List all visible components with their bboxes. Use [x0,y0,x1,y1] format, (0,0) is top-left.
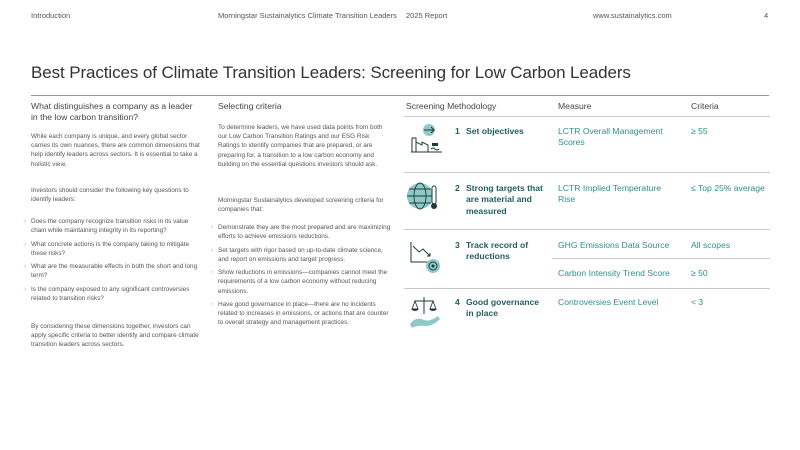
row2-measure: LCTR Implied Temperature Rise [558,183,662,205]
page-number: 4 [764,11,769,20]
list-item: › What concrete actions is the company taking to mitigate these risks? [24,240,204,258]
table-header-methodology: Screening Methodology [406,101,497,111]
row3-title: Track record of reductions [466,240,529,262]
factory-target-icon [409,122,445,158]
row1-title: Set objectives [466,126,524,136]
col1-para1: While each company is unique, and every global sector carries its own nuances, there are common dimensions that help identify leaders across sectors. It is essential to take a holistic view. [31,133,200,168]
col2-para1: To determine leaders, we have used data points from both our Low Carbon Transition Ratings and our ESG Risk Ratings to identify companies that are prepared, or are preparing for, a transition to a low carbon economy and building on the essential questions investors should ask. [218,124,383,168]
col1-para2: Investors should consider the following key questions to identify leaders: [31,187,189,204]
col2-heading: Selecting criteria [218,101,282,111]
col2-bullet-list [211,223,393,332]
header-website[interactable]: www.sustainalytics.com [593,11,672,20]
row3-number: 3 [455,240,460,250]
list-item: › What are the measurable effects in both the short and long term? [24,262,204,280]
row4-number: 4 [455,297,460,307]
row-subdivider [552,258,770,259]
page-title: Best Practices of Climate Transition Leaders: Screening for Low Carbon Leaders [31,63,631,82]
col1-heading: What distinguishes a company as a leader in the low carbon transition? [31,101,193,122]
table-header-divider [404,116,770,117]
header-section: Introduction [31,11,71,20]
list-item: › Demonstrate they are the most prepared and are maximizing efforts to achieve emissions reductions. [211,223,393,241]
declining-chart-target-icon [408,238,444,274]
list-item: › Set targets with rigor based on up-to-date climate science, and report on emissions and target progress. [211,246,393,264]
title-divider [31,95,769,96]
row3-criteria-1: All scopes [691,240,731,250]
row2-number: 2 [455,183,460,193]
scales-hand-icon [408,294,444,330]
row-divider [404,172,770,173]
row1-measure: LCTR Overall Management Scores [558,126,663,148]
row-divider [404,229,770,230]
row2-criteria: ≤ Top 25% average [691,183,765,193]
row3-criteria-2: ≥ 50 [691,268,708,278]
table-header-measure: Measure [558,101,592,111]
row4-measure: Controversies Event Level [558,297,659,307]
row4-title: Good governance in place [466,297,540,319]
list-item: › Have good governance in place—there are no incidents related to increases in emissions, or actions that are counter to overall strategy and management practices. [211,300,393,328]
row2-title: Strong targets that are material and measured [466,183,543,216]
col2-para2: Morningstar Sustainalytics developed screening criteria for companies that: [218,197,384,214]
globe-thermometer-icon [404,178,440,214]
row4-criteria: < 3 [691,297,704,307]
row3-measure-2: Carbon Intensity Trend Score [558,268,670,278]
header-report: 2025 Report [406,11,448,20]
row1-number: 1 [455,126,460,136]
list-item: › Does the company recognize transition risks in its value chain while maintaining integrity in its reporting? [24,217,204,235]
list-item: › Show reductions in emissions—companies cannot meet the requirements of a low carbon economy without reducing emissions. [211,268,393,296]
row-divider [404,288,770,289]
header-publication: Morningstar Sustainalytics Climate Transition Leaders [218,11,397,20]
col1-para3: By considering these dimensions together, investors can apply specific criteria to better identify and compare climate transition leaders across sectors. [31,323,199,349]
table-header-criteria: Criteria [691,101,719,111]
row1-criteria: ≥ 55 [691,126,708,136]
row3-measure-1: GHG Emissions Data Source [558,240,670,250]
list-item: › Is the company exposed to any significant controversies related to transition risks? [24,285,204,303]
col1-bullet-list [24,217,204,307]
